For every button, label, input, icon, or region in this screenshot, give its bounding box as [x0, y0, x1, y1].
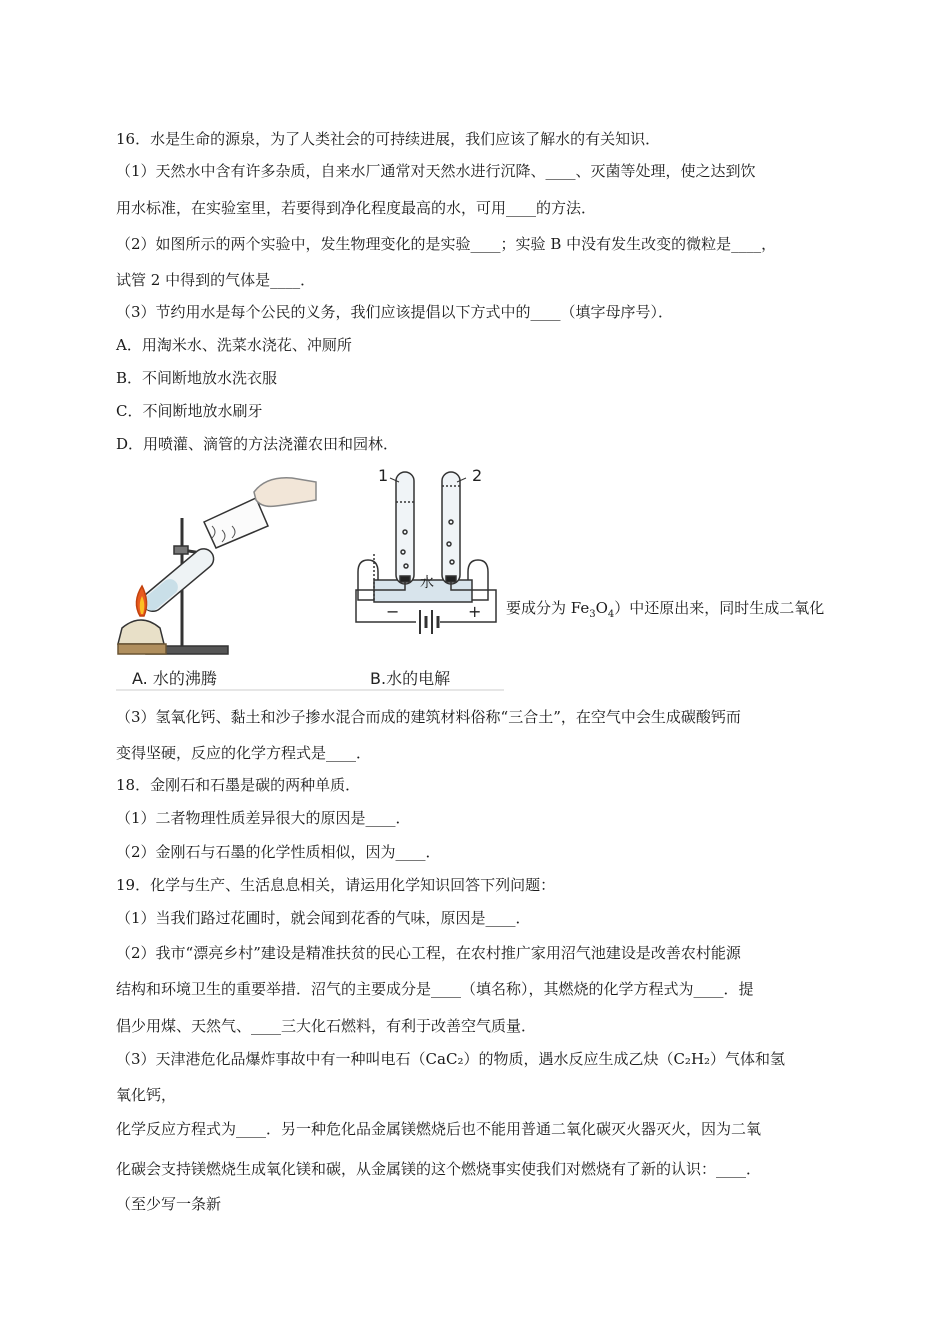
label-minus: −: [386, 602, 400, 621]
experiment-figure: [116, 462, 504, 694]
q18-title: 18．金刚石和石墨是碳的两种单质．: [116, 776, 361, 794]
q16-title: 16．水是生命的源泉，为了人类社会的可持续进展，我们应该了解水的有关知识．: [116, 130, 661, 148]
partial-sub2: 4: [607, 609, 615, 620]
q16-part1-line1: （1）天然水中含有许多杂质，自来水厂通常对天然水进行沉降、____、灭菌等处理，使之达到饮: [116, 162, 756, 180]
q16-option-a: A．用淘米水、洗菜水浇花、冲厕所: [116, 336, 352, 354]
q17-part3-line1: （3）氢氧化钙、黏土和沙子掺水混合而成的建筑材料俗称“三合土”，在空气中会生成碳酸钙而: [116, 708, 741, 726]
label-tube-2: 2: [472, 466, 483, 485]
boiling-apparatus: [118, 478, 316, 654]
q19-part2-line2: 结构和环境卫生的重要举措．沼气的主要成分是____（填名称），其燃烧的化学方程式为____．提: [116, 980, 754, 998]
label-plus: +: [468, 602, 482, 621]
q19-part3-line2: 氧化钙，: [116, 1086, 177, 1104]
q16-option-b: B．不间断地放水洗衣服: [116, 369, 278, 387]
q19-part3-line3: 化学反应方程式为____．另一种危化品金属镁燃烧后也不能用普通二氧化碳灭火器灭火，因为二氧: [116, 1120, 762, 1138]
label-tube-1: 1: [378, 466, 389, 485]
q19-part3-line1: （3）天津港危化品爆炸事故中有一种叫电石（CaC₂）的物质，遇水反应生成乙炔（C₂H₂）气体和氢: [116, 1050, 786, 1068]
q18-part2: （2）金刚石与石墨的化学性质相似，因为____．: [116, 843, 441, 861]
experiment-illustration: [116, 462, 504, 694]
q16-part1-line2: 用水标准，在实验室里，若要得到净化程度最高的水，可用____的方法．: [116, 199, 597, 217]
q19-part3-line5: （至少写一条新: [116, 1195, 222, 1213]
label-water: 水: [420, 575, 434, 591]
q16-option-d: D．用喷灌、滴管的方法浇灌农田和园林．: [116, 435, 399, 453]
q19-part1: （1）当我们路过花圃时，就会闻到花香的气味，原因是____．: [116, 909, 531, 927]
q19-part2-line1: （2）我市“漂亮乡村”建设是精准扶贫的民心工程，在农村推广家用沼气池建设是改善农村能源: [116, 944, 741, 962]
q17-part3-line2: 变得坚硬，反应的化学方程式是____．: [116, 744, 372, 762]
q16-part2-line1: （2）如图所示的两个实验中，发生物理变化的是实验____；实验 B 中没有发生改变的微粒是____，: [116, 235, 777, 253]
partial-sub1: 3: [589, 609, 596, 620]
caption-b: B.水的电解: [370, 669, 451, 688]
q19-title: 19．化学与生产、生活息息相关，请运用化学知识回答下列问题：: [116, 876, 556, 894]
q16-option-c: C．不间断地放水刷牙: [116, 402, 263, 420]
q17-partial-line: [506, 598, 824, 625]
q19-part3-line4: 化碳会支持镁燃烧生成氧化镁和碳，从金属镁的这个燃烧事实使我们对燃烧有了新的认识：____．: [116, 1160, 762, 1178]
partial-before: 要成分为 Fe: [506, 599, 590, 617]
q19-part2-line3: 倡少用煤、天然气、____三大化石燃料，有利于改善空气质量．: [116, 1017, 537, 1035]
q16-part3: （3）节约用水是每个公民的义务，我们应该提倡以下方式中的____（填字母序号）．: [116, 303, 674, 321]
q18-part1: （1）二者物理性质差异很大的原因是____．: [116, 809, 411, 827]
q16-part2-line2: 试管 2 中得到的气体是____．: [116, 271, 316, 289]
partial-mid: O: [595, 599, 608, 617]
partial-after: ）中还原出来，同时生成二氧化: [614, 599, 825, 617]
caption-a: A. 水的沸腾: [132, 669, 217, 688]
